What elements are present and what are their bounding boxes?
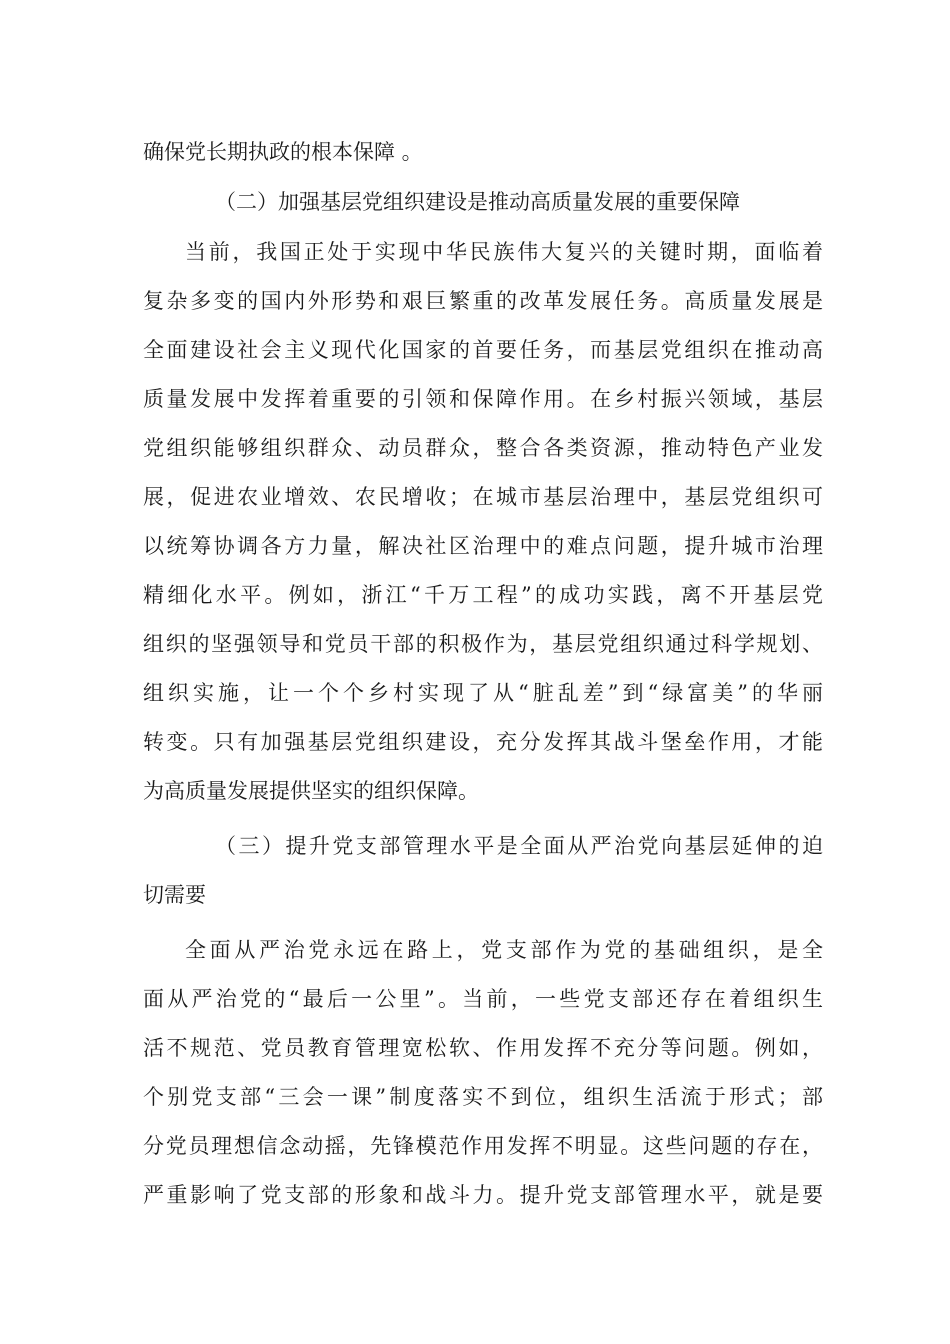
paragraph-line: 活不规范、党员教育管理宽松软、作用发挥不充分等问题。例如， [143, 1036, 823, 1060]
paragraph-line: 组织实施，让一个个乡村实现了从“脏乱差”到“绿富美”的华丽 [143, 681, 823, 705]
paragraph-line: 展，促进农业增效、农民增收；在城市基层治理中，基层党组织可 [143, 485, 823, 509]
paragraph-line: 组织的坚强领导和党员干部的积极作为，基层党组织通过科学规划、 [143, 632, 823, 656]
paragraph-line: 转变。只有加强基层党组织建设，充分发挥其战斗堡垒作用，才能 [143, 730, 823, 754]
paragraph-line: 严重影响了党支部的形象和战斗力。提升党支部管理水平，就是要 [143, 1183, 823, 1207]
paragraph-line: 全面从严治党永远在路上，党支部作为党的基础组织，是全 [185, 938, 823, 962]
paragraph-line: 党组织能够组织群众、动员群众，整合各类资源，推动特色产业发 [143, 436, 823, 460]
section-heading-continuation: 切需要 [143, 883, 206, 907]
paragraph-line: 质量发展中发挥着重要的引领和保障作用。在乡村振兴领域，基层 [143, 387, 823, 411]
paragraph-line: 精细化水平。例如，浙江“千万工程”的成功实践，离不开基层党 [143, 583, 823, 607]
section-heading: （三）提升党支部管理水平是全面从严治党向基层延伸的迫 [215, 834, 823, 858]
paragraph-line: 全面建设社会主义现代化国家的首要任务，而基层党组织在推动高 [143, 338, 823, 362]
paragraph-line: 确保党长期执政的根本保障 。 [143, 140, 423, 164]
paragraph-line: 当前，我国正处于实现中华民族伟大复兴的关键时期，面临着 [185, 240, 823, 264]
paragraph-line: 面从严治党的“最后一公里”。当前，一些党支部还存在着组织生 [143, 987, 823, 1011]
section-heading: （二）加强基层党组织建设是推动高质量发展的重要保障 [215, 190, 740, 214]
paragraph-line: 分党员理想信念动摇，先锋模范作用发挥不明显。这些问题的存在， [143, 1134, 823, 1158]
paragraph-line: 为高质量发展提供坚实的组织保障。 [143, 779, 479, 803]
paragraph-line: 以统筹协调各方力量，解决社区治理中的难点问题，提升城市治理 [143, 534, 823, 558]
paragraph-line: 个别党支部“三会一课”制度落实不到位，组织生活流于形式；部 [143, 1085, 823, 1109]
paragraph-line: 复杂多变的国内外形势和艰巨繁重的改革发展任务。高质量发展是 [143, 289, 823, 313]
